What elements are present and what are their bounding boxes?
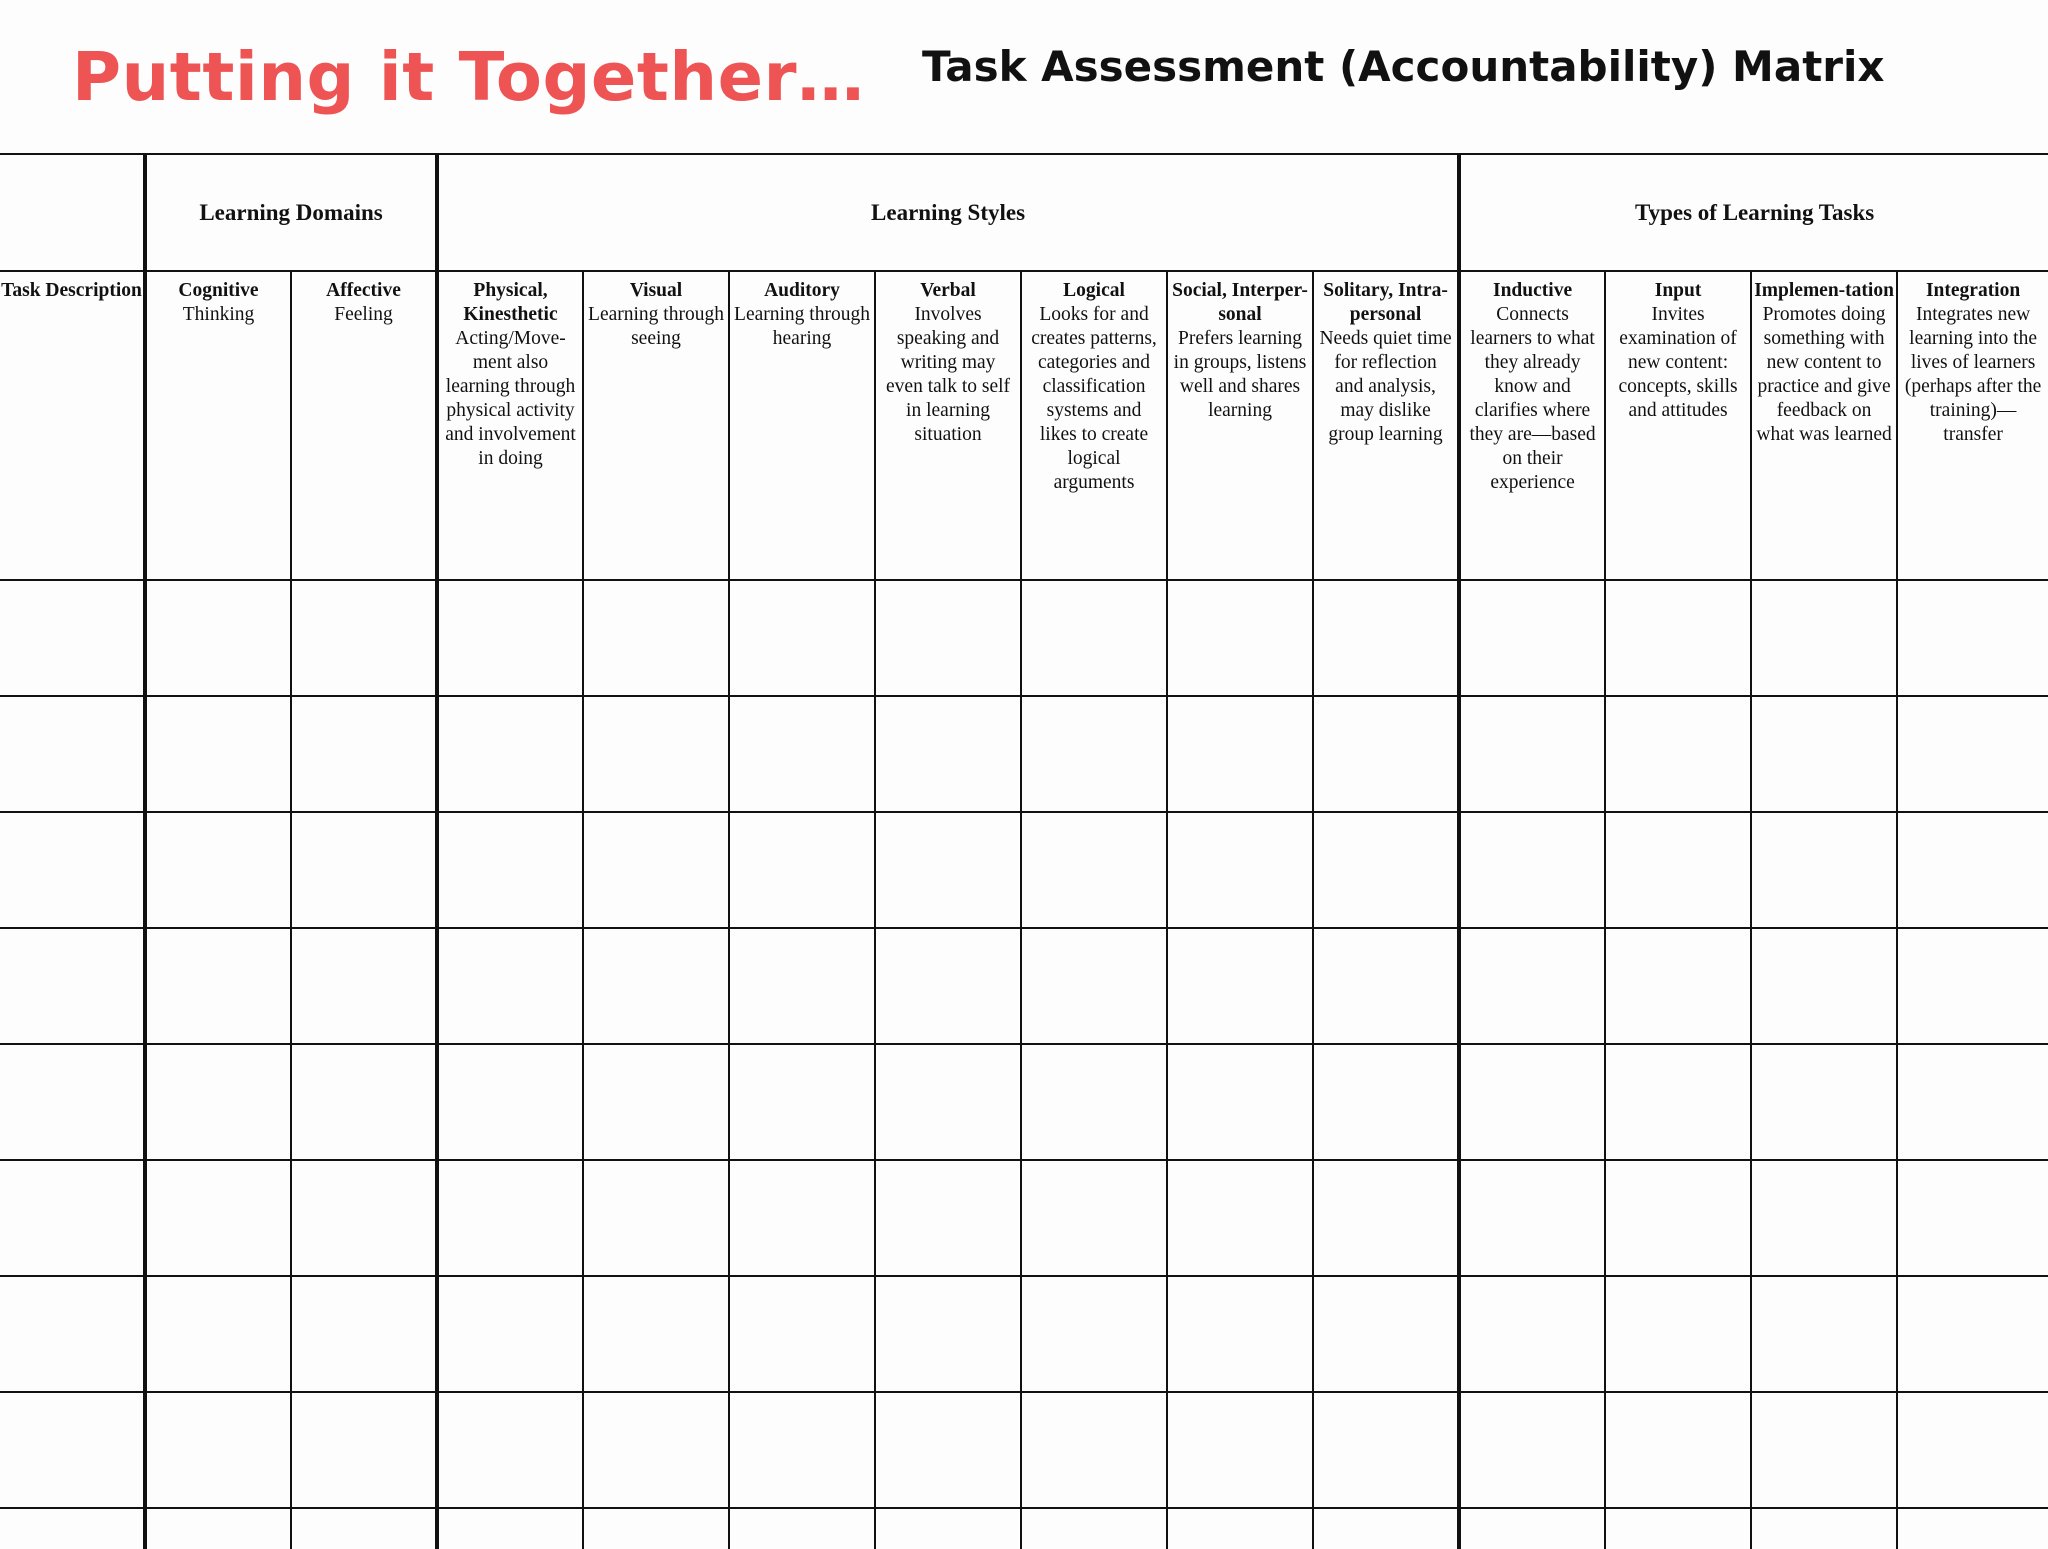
matrix-cell[interactable] xyxy=(1459,696,1605,812)
matrix-body xyxy=(0,580,2048,1549)
matrix-cell[interactable] xyxy=(729,1160,875,1276)
matrix-cell[interactable] xyxy=(1605,696,1751,812)
matrix-cell[interactable] xyxy=(583,1392,729,1508)
table-row xyxy=(0,1392,2048,1508)
col-header-task-description: Task Description xyxy=(0,271,145,580)
matrix-cell[interactable] xyxy=(1313,1508,1459,1549)
matrix-cell[interactable] xyxy=(291,1160,437,1276)
table-row xyxy=(0,928,2048,1044)
matrix-cell[interactable] xyxy=(583,580,729,696)
matrix-cell[interactable] xyxy=(875,1160,1021,1276)
matrix-cell[interactable] xyxy=(1459,812,1605,928)
matrix-cell[interactable] xyxy=(1167,1160,1313,1276)
matrix-cell[interactable] xyxy=(145,1392,291,1508)
matrix-cell[interactable] xyxy=(1459,1160,1605,1276)
matrix-cell[interactable] xyxy=(291,1508,437,1549)
matrix-cell[interactable] xyxy=(875,1508,1021,1549)
matrix-cell[interactable] xyxy=(0,1276,145,1392)
table-row xyxy=(0,580,2048,696)
matrix-cell[interactable] xyxy=(875,696,1021,812)
matrix-cell[interactable] xyxy=(1751,812,1897,928)
matrix-cell[interactable] xyxy=(729,696,875,812)
matrix-cell[interactable] xyxy=(729,1392,875,1508)
matrix-cell[interactable] xyxy=(1897,1508,2048,1549)
col-header-logical: Logical Looks for and creates patterns, categories and classification systems and likes to create logical arguments xyxy=(1021,271,1167,580)
matrix-cell[interactable] xyxy=(437,1276,583,1392)
matrix-cell[interactable] xyxy=(291,1392,437,1508)
page-title: Putting it Together… xyxy=(72,38,865,116)
matrix-cell[interactable] xyxy=(1167,1508,1313,1549)
matrix-cell[interactable] xyxy=(1167,580,1313,696)
matrix-cell[interactable] xyxy=(583,1508,729,1549)
matrix-cell[interactable] xyxy=(1313,1160,1459,1276)
matrix-cell[interactable] xyxy=(291,1276,437,1392)
matrix-cell[interactable] xyxy=(1751,1392,1897,1508)
col-header-affective: Affective Feeling xyxy=(291,271,437,580)
matrix-cell[interactable] xyxy=(1605,1276,1751,1392)
matrix-cell[interactable] xyxy=(875,580,1021,696)
matrix-cell[interactable] xyxy=(1313,928,1459,1044)
matrix-cell[interactable] xyxy=(437,696,583,812)
table-row xyxy=(0,696,2048,812)
matrix-cell[interactable] xyxy=(1459,1044,1605,1160)
matrix-cell[interactable] xyxy=(583,1276,729,1392)
matrix-cell[interactable] xyxy=(1897,1044,2048,1160)
matrix-cell[interactable] xyxy=(1751,696,1897,812)
matrix-cell[interactable] xyxy=(729,928,875,1044)
matrix-cell[interactable] xyxy=(0,580,145,696)
matrix-cell[interactable] xyxy=(291,580,437,696)
matrix-cell[interactable] xyxy=(1897,1160,2048,1276)
matrix-cell[interactable] xyxy=(583,1160,729,1276)
matrix-cell[interactable] xyxy=(145,696,291,812)
matrix-cell[interactable] xyxy=(1605,1160,1751,1276)
matrix-cell[interactable] xyxy=(1167,812,1313,928)
matrix-cell[interactable] xyxy=(1021,1044,1167,1160)
matrix-title: Task Assessment (Accountability) Matrix xyxy=(922,42,1885,91)
matrix-cell[interactable] xyxy=(145,812,291,928)
matrix-cell[interactable] xyxy=(1459,1276,1605,1392)
matrix-cell[interactable] xyxy=(145,580,291,696)
col-header-implementation: Implemen-tation Promotes doing something with new content to practice and give feedback on what was learned xyxy=(1751,271,1897,580)
col-header-cognitive: Cognitive Thinking xyxy=(145,271,291,580)
col-header-auditory: Auditory Learning through hearing xyxy=(729,271,875,580)
matrix-cell[interactable] xyxy=(1459,1392,1605,1508)
matrix-cell[interactable] xyxy=(729,1044,875,1160)
matrix-cell[interactable] xyxy=(0,696,145,812)
matrix-cell[interactable] xyxy=(437,580,583,696)
matrix-cell[interactable] xyxy=(1459,928,1605,1044)
col-header-physical-kinesthetic: Physical, Kinesthetic Acting/Move-ment also learning through physical activity and involvement in doing xyxy=(437,271,583,580)
table-row xyxy=(0,1508,2048,1549)
matrix-cell[interactable] xyxy=(583,812,729,928)
matrix-cell[interactable] xyxy=(729,1508,875,1549)
matrix-cell[interactable] xyxy=(729,580,875,696)
matrix-cell[interactable] xyxy=(291,1044,437,1160)
matrix-cell[interactable] xyxy=(1021,1508,1167,1549)
task-assessment-matrix xyxy=(0,153,2048,1549)
group-learning-domains: Learning Domains xyxy=(145,154,437,271)
matrix-cell[interactable] xyxy=(0,1160,145,1276)
matrix-cell[interactable] xyxy=(1459,580,1605,696)
matrix-cell[interactable] xyxy=(1751,1276,1897,1392)
matrix-cell[interactable] xyxy=(0,1044,145,1160)
table-row xyxy=(0,1276,2048,1392)
matrix-cell[interactable] xyxy=(437,1508,583,1549)
matrix-cell[interactable] xyxy=(1313,1392,1459,1508)
matrix-cell[interactable] xyxy=(1167,928,1313,1044)
matrix-cell[interactable] xyxy=(1897,1276,2048,1392)
matrix-cell[interactable] xyxy=(1751,580,1897,696)
matrix-cell[interactable] xyxy=(145,1508,291,1549)
matrix-cell[interactable] xyxy=(1751,1160,1897,1276)
matrix-cell[interactable] xyxy=(875,812,1021,928)
matrix-cell[interactable] xyxy=(0,928,145,1044)
matrix-cell[interactable] xyxy=(1313,812,1459,928)
matrix-cell[interactable] xyxy=(1605,580,1751,696)
matrix-cell[interactable] xyxy=(1313,1276,1459,1392)
group-types-of-learning-tasks: Types of Learning Tasks xyxy=(1459,154,2048,271)
matrix-cell[interactable] xyxy=(145,1044,291,1160)
matrix-cell[interactable] xyxy=(291,928,437,1044)
matrix-cell[interactable] xyxy=(437,1044,583,1160)
matrix-cell[interactable] xyxy=(437,812,583,928)
matrix-cell[interactable] xyxy=(1167,1044,1313,1160)
group-learning-styles: Learning Styles xyxy=(437,154,1459,271)
matrix-cell[interactable] xyxy=(1897,696,2048,812)
table-row xyxy=(0,812,2048,928)
matrix-cell[interactable] xyxy=(1021,1392,1167,1508)
matrix-cell[interactable] xyxy=(291,812,437,928)
matrix-cell[interactable] xyxy=(583,696,729,812)
matrix-cell[interactable] xyxy=(875,928,1021,1044)
matrix-cell[interactable] xyxy=(1897,812,2048,928)
col-header-inductive: Inductive Connects learners to what they already know and clarifies where they are—based on their experience xyxy=(1459,271,1605,580)
matrix-cell[interactable] xyxy=(1167,696,1313,812)
matrix-cell[interactable] xyxy=(1021,812,1167,928)
corner-cell xyxy=(0,154,145,271)
matrix-cell[interactable] xyxy=(1897,580,2048,696)
matrix-cell[interactable] xyxy=(1605,1044,1751,1160)
matrix-cell[interactable] xyxy=(1313,580,1459,696)
matrix-cell[interactable] xyxy=(1605,1508,1751,1549)
col-header-verbal: Verbal Involves speaking and writing may even talk to self in learning situation xyxy=(875,271,1021,580)
matrix-cell[interactable] xyxy=(1897,928,2048,1044)
matrix-cell[interactable] xyxy=(291,696,437,812)
col-header-social-interpersonal: Social, Interper-sonal Prefers learning in groups, listens well and shares learning xyxy=(1167,271,1313,580)
matrix-cell[interactable] xyxy=(729,1276,875,1392)
matrix-cell[interactable] xyxy=(1897,1392,2048,1508)
matrix-cell[interactable] xyxy=(1167,1392,1313,1508)
col-header-visual: Visual Learning through seeing xyxy=(583,271,729,580)
matrix-cell[interactable] xyxy=(437,1160,583,1276)
matrix-cell[interactable] xyxy=(145,928,291,1044)
col-header-input: Input Invites examination of new content: concepts, skills and attitudes xyxy=(1605,271,1751,580)
matrix-cell[interactable] xyxy=(875,1276,1021,1392)
col-header-integration: Integration Integrates new learning into the lives of learners (perhaps after the training)—transfer xyxy=(1897,271,2048,580)
matrix-cell[interactable] xyxy=(145,1160,291,1276)
matrix-cell[interactable] xyxy=(1313,696,1459,812)
matrix-cell[interactable] xyxy=(0,812,145,928)
matrix-cell[interactable] xyxy=(1459,1508,1605,1549)
matrix-cell[interactable] xyxy=(729,812,875,928)
group-header-row xyxy=(0,154,2048,271)
matrix-cell[interactable] xyxy=(437,1392,583,1508)
matrix-cell[interactable] xyxy=(145,1276,291,1392)
matrix-cell[interactable] xyxy=(1605,1392,1751,1508)
matrix-cell[interactable] xyxy=(1167,1276,1313,1392)
col-header-solitary-intrapersonal: Solitary, Intra-personal Needs quiet time for reflection and analysis, may dislike group learning xyxy=(1313,271,1459,580)
matrix-cell[interactable] xyxy=(1605,928,1751,1044)
matrix-cell[interactable] xyxy=(1021,1160,1167,1276)
matrix-cell[interactable] xyxy=(1751,928,1897,1044)
matrix-cell[interactable] xyxy=(1021,928,1167,1044)
table-row xyxy=(0,1044,2048,1160)
matrix-cell[interactable] xyxy=(1021,696,1167,812)
column-header-row xyxy=(0,271,2048,580)
matrix-cell[interactable] xyxy=(583,928,729,1044)
matrix-cell[interactable] xyxy=(0,1508,145,1549)
matrix-cell[interactable] xyxy=(1021,1276,1167,1392)
matrix-cell[interactable] xyxy=(0,1392,145,1508)
matrix-cell[interactable] xyxy=(1313,1044,1459,1160)
matrix-cell[interactable] xyxy=(583,1044,729,1160)
matrix-cell[interactable] xyxy=(437,928,583,1044)
matrix-cell[interactable] xyxy=(1605,812,1751,928)
matrix-cell[interactable] xyxy=(1751,1044,1897,1160)
matrix-cell[interactable] xyxy=(1751,1508,1897,1549)
matrix-cell[interactable] xyxy=(875,1392,1021,1508)
matrix-cell[interactable] xyxy=(875,1044,1021,1160)
table-row xyxy=(0,1160,2048,1276)
matrix-cell[interactable] xyxy=(1021,580,1167,696)
